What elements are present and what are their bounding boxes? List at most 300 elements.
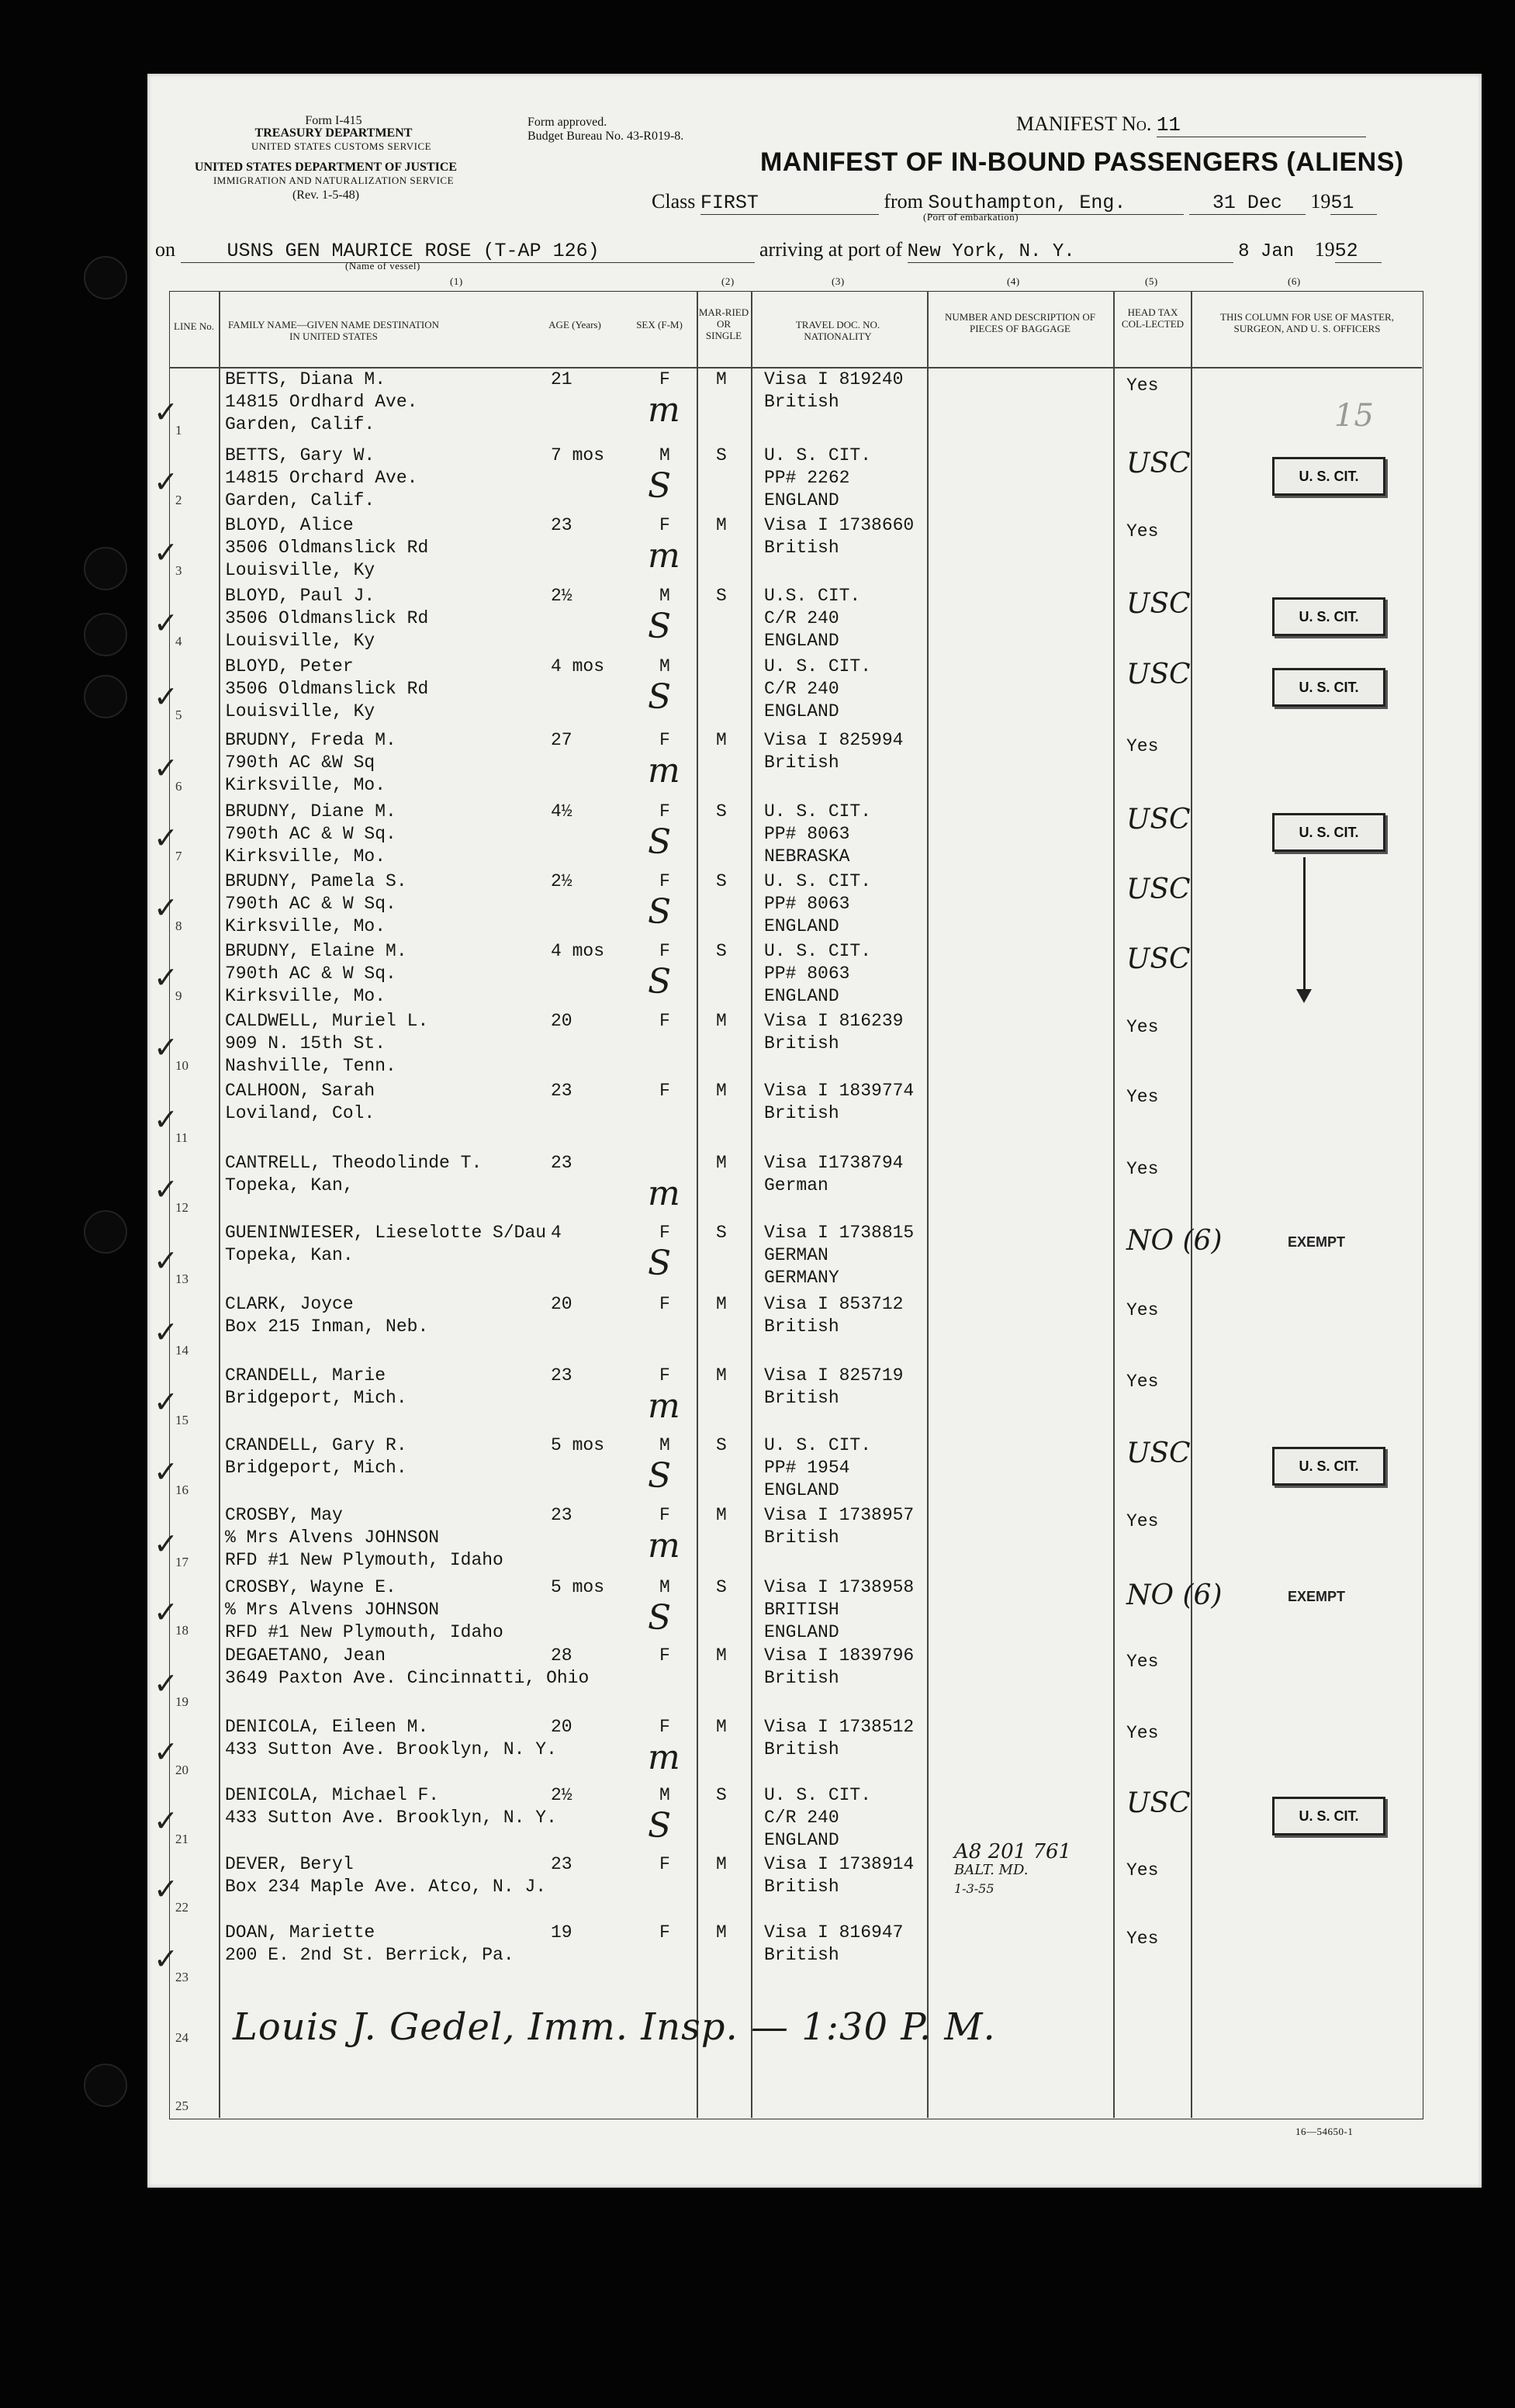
arriving-label: arriving at port of xyxy=(759,238,903,261)
address-line-2: Kirksville, Mo. xyxy=(225,916,386,936)
handwritten-sex-mark: m xyxy=(648,536,680,576)
check-mark: ✓ xyxy=(154,465,178,499)
address-line-1: 433 Sutton Ave. Brooklyn, N. Y. xyxy=(225,1739,557,1759)
manifest-number-value: 11 xyxy=(1157,113,1366,137)
travel-doc: U. S. CIT. xyxy=(764,656,872,676)
table-row xyxy=(147,583,1482,654)
punch-hole xyxy=(84,675,127,718)
table-row xyxy=(147,728,1482,799)
age-value: 20 xyxy=(551,1294,572,1314)
travel-doc: Visa I 816239 xyxy=(764,1011,904,1031)
passenger-name: BETTS, Gary W. xyxy=(225,445,375,465)
line-number: 17 xyxy=(175,1555,189,1569)
passenger-name: GUENINWIESER, Lieselotte S/Dau xyxy=(225,1223,547,1243)
handwritten-sex-mark: S xyxy=(648,1806,672,1846)
table-row xyxy=(147,1292,1482,1363)
marital-status: M xyxy=(716,1505,727,1525)
revision xyxy=(264,189,388,202)
table-row xyxy=(147,1852,1482,1920)
col-number-1: (1) xyxy=(450,275,463,287)
vessel-line xyxy=(155,238,1382,263)
table-row xyxy=(147,1220,1482,1292)
arrival-date: 8 Jan xyxy=(1238,241,1295,262)
passenger-name: BRUDNY, Pamela S. xyxy=(225,871,407,891)
line-number: 12 xyxy=(175,1200,189,1215)
address-line-2: Garden, Calif. xyxy=(225,490,375,510)
table-row xyxy=(147,513,1482,583)
address-line-1: Bridgeport, Mich. xyxy=(225,1388,407,1408)
address-line-1: 790th AC & W Sq. xyxy=(225,824,396,844)
line-number: 3 xyxy=(175,563,182,578)
check-mark: ✓ xyxy=(154,1102,178,1137)
address-line-2: Louisville, Ky xyxy=(225,560,375,580)
handwritten-sex-mark: m xyxy=(648,1386,680,1426)
col-header-headtax: HEAD TAX COL-LECTED xyxy=(1121,306,1185,330)
sex-value: F xyxy=(659,1011,670,1031)
address-line-1: Box 234 Maple Ave. Atco, N. J. xyxy=(225,1877,547,1897)
passenger-name: CRANDELL, Gary R. xyxy=(225,1435,407,1455)
handwritten-sex-mark: m xyxy=(648,1174,680,1213)
col-header-age: AGE (Years) xyxy=(548,319,601,330)
head-tax: Yes xyxy=(1126,736,1159,756)
head-tax: Yes xyxy=(1126,1159,1159,1179)
check-mark: ✓ xyxy=(154,1385,178,1419)
sex-value: F xyxy=(659,1223,670,1243)
sex-value: F xyxy=(659,1854,670,1874)
address-line-1: 3649 Paxton Ave. Cincinnatti, Ohio xyxy=(225,1668,590,1688)
inspector-signature: Louis J. Gedel, Imm. Insp. — 1:30 P. M. xyxy=(233,2005,996,2049)
check-mark: ✓ xyxy=(154,960,178,995)
passenger-name: DEVER, Beryl xyxy=(225,1854,354,1874)
age-value: 5 mos xyxy=(551,1577,605,1597)
table-row xyxy=(147,1714,1482,1783)
nationality: C/R 240 xyxy=(764,608,839,628)
age-value: 23 xyxy=(551,1505,572,1525)
nationality: C/R 240 xyxy=(764,679,839,699)
sex-value: M xyxy=(659,1435,670,1455)
age-value: 23 xyxy=(551,1153,572,1173)
check-mark: ✓ xyxy=(154,1735,178,1769)
age-value: 4 xyxy=(551,1223,562,1243)
travel-doc: U. S. CIT. xyxy=(764,941,872,961)
handwritten-sex-mark: S xyxy=(648,892,672,932)
marital-status: S xyxy=(716,871,727,891)
check-mark: ✓ xyxy=(154,751,178,785)
address-line-1: Box 215 Inman, Neb. xyxy=(225,1316,429,1337)
nationality: British xyxy=(764,538,839,558)
exempt-stamp: EXEMPT xyxy=(1288,1234,1346,1250)
passenger-name: CROSBY, Wayne E. xyxy=(225,1577,396,1597)
table-row xyxy=(147,1503,1482,1575)
age-value: 23 xyxy=(551,515,572,535)
nationality: British xyxy=(764,1945,839,1965)
col-number-3: (3) xyxy=(832,275,845,287)
table-row xyxy=(147,1783,1482,1852)
handwritten-sex-mark: S xyxy=(648,466,672,506)
sex-value: F xyxy=(659,369,670,389)
check-mark: ✓ xyxy=(154,1527,178,1561)
from-year-prefix: 19 xyxy=(1310,190,1331,213)
passenger-name: CALDWELL, Muriel L. xyxy=(225,1011,429,1031)
col-number-4: (4) xyxy=(1007,275,1020,287)
age-value: 19 xyxy=(551,1922,572,1943)
handwritten-tax-note: USC xyxy=(1126,874,1191,905)
check-mark: ✓ xyxy=(154,1666,178,1700)
check-mark: ✓ xyxy=(154,1595,178,1629)
age-value: 23 xyxy=(551,1365,572,1386)
from-date: 31 Dec xyxy=(1189,192,1306,215)
from-value: Southampton, Eng. xyxy=(928,192,1184,215)
head-tax: Yes xyxy=(1126,1300,1159,1320)
col-header-travel: TRAVEL DOC. NO. NATIONALITY xyxy=(795,319,880,342)
passenger-name: DOAN, Mariette xyxy=(225,1922,375,1943)
us-cit-stamp: U. S. CIT. xyxy=(1272,1447,1385,1486)
age-value: 27 xyxy=(551,730,572,750)
handwritten-sex-mark: m xyxy=(648,1526,680,1566)
address-line-1: 3506 Oldmanslick Rd xyxy=(225,679,429,699)
handwritten-sex-mark: S xyxy=(648,1456,672,1496)
marital-status: S xyxy=(716,586,727,606)
passenger-name: DENICOLA, Eileen M. xyxy=(225,1717,429,1737)
head-tax: Yes xyxy=(1126,1723,1159,1743)
nationality: British xyxy=(764,1033,839,1054)
travel-doc-extra: ENGLAND xyxy=(764,631,839,651)
passenger-name: CALHOON, Sarah xyxy=(225,1081,375,1101)
handwritten-sex-mark: S xyxy=(648,1598,672,1638)
ins-service xyxy=(171,175,496,187)
handwritten-sex-mark: S xyxy=(648,962,672,1002)
age-value: 20 xyxy=(551,1011,572,1031)
handwritten-sex-mark: m xyxy=(648,751,680,791)
col-header-married: MAR-RIED OR SINGLE xyxy=(698,306,749,341)
line-number: 10 xyxy=(175,1058,189,1073)
sex-value: F xyxy=(659,730,670,750)
sex-value: M xyxy=(659,656,670,676)
col-number-2: (2) xyxy=(721,275,735,287)
marital-status: M xyxy=(716,1717,727,1737)
age-value: 21 xyxy=(551,369,572,389)
address-line-1: Topeka, Kan, xyxy=(225,1175,354,1195)
address-line-1: Loviland, Col. xyxy=(225,1103,375,1123)
us-cit-stamp: U. S. CIT. xyxy=(1272,813,1385,852)
address-line-1: % Mrs Alvens JOHNSON xyxy=(225,1600,440,1620)
line-number-24: 24 xyxy=(175,2030,189,2045)
travel-doc: Visa I 1738512 xyxy=(764,1717,915,1737)
age-value: 20 xyxy=(551,1717,572,1737)
line-number: 13 xyxy=(175,1271,189,1286)
from-label: from xyxy=(884,190,923,213)
treasury-dept xyxy=(233,126,434,140)
nationality: British xyxy=(764,1877,839,1897)
justice-dept xyxy=(155,161,496,175)
handwritten-tax-note: NO (6) xyxy=(1126,1579,1223,1611)
sex-value: F xyxy=(659,1645,670,1666)
col-header-officers: THIS COLUMN FOR USE OF MASTER, SURGEON, AND U. S. OFFICERS xyxy=(1220,311,1394,334)
address-line-1: % Mrs Alvens JOHNSON xyxy=(225,1527,440,1548)
address-line-2: Nashville, Tenn. xyxy=(225,1056,396,1076)
address-line-1: 14815 Orchard Ave. xyxy=(225,468,418,488)
address-line-2: Kirksville, Mo. xyxy=(225,775,386,795)
age-value: 7 mos xyxy=(551,445,605,465)
from-caption: (Port of embarkation) xyxy=(923,211,1019,223)
address-line-1: 790th AC & W Sq. xyxy=(225,964,396,984)
check-mark: ✓ xyxy=(154,891,178,925)
head-tax: Yes xyxy=(1126,1860,1159,1880)
travel-doc: U.S. CIT. xyxy=(764,586,861,606)
head-tax: Yes xyxy=(1126,1372,1159,1392)
address-line-2: Garden, Calif. xyxy=(225,414,375,434)
us-cit-stamp: U. S. CIT. xyxy=(1272,457,1385,496)
handwritten-tax-note: NO (6) xyxy=(1126,1225,1223,1257)
travel-doc: Visa I 1738660 xyxy=(764,515,915,535)
sex-value: F xyxy=(659,1717,670,1737)
us-cit-stamp: U. S. CIT. xyxy=(1272,597,1385,636)
head-tax: Yes xyxy=(1126,1929,1159,1949)
travel-doc-extra: ENGLAND xyxy=(764,701,839,721)
age-value: 23 xyxy=(551,1081,572,1101)
baggage-note xyxy=(954,1842,1071,1898)
handwritten-sex-mark: S xyxy=(648,822,672,862)
sex-value: F xyxy=(659,1081,670,1101)
nationality: British xyxy=(764,1527,839,1548)
check-mark: ✓ xyxy=(154,606,178,640)
line-number: 19 xyxy=(175,1694,189,1709)
punch-hole xyxy=(84,547,127,590)
travel-doc-extra: ENGLAND xyxy=(764,1830,839,1850)
passenger-name: CLARK, Joyce xyxy=(225,1294,354,1314)
manifest-number-label: MANIFEST No. xyxy=(1016,112,1152,135)
handwritten-sex-mark: m xyxy=(648,390,680,430)
line-number: 18 xyxy=(175,1623,189,1638)
nationality: British xyxy=(764,1388,839,1408)
table-row xyxy=(147,1150,1482,1220)
baggage-note-line1: A8 201 761 xyxy=(954,1840,1072,1863)
class-value: FIRST xyxy=(700,192,879,215)
arrival-year: 52 xyxy=(1335,240,1382,263)
table-row xyxy=(147,1643,1482,1714)
nationality: PP# 8063 xyxy=(764,894,850,914)
check-mark: ✓ xyxy=(154,680,178,714)
table-row xyxy=(147,654,1482,728)
travel-doc: U. S. CIT. xyxy=(764,445,872,465)
travel-doc-extra: ENGLAND xyxy=(764,490,839,510)
revision-text: (Rev. 1-5-48) xyxy=(292,189,360,202)
punch-hole xyxy=(84,1210,127,1254)
col-number-6: (6) xyxy=(1288,275,1301,287)
marital-status: M xyxy=(716,1645,727,1666)
col-header-line: LINE No. xyxy=(174,320,214,332)
sex-value: M xyxy=(659,586,670,606)
col-number-5: (5) xyxy=(1145,275,1158,287)
check-mark: ✓ xyxy=(154,1315,178,1349)
table-row xyxy=(147,367,1482,443)
passenger-name: CROSBY, May xyxy=(225,1505,343,1525)
arrival-port: New York, N. Y. xyxy=(908,241,1233,263)
line-number: 23 xyxy=(175,1970,189,1984)
head-tax: Yes xyxy=(1126,1017,1159,1037)
travel-doc-extra: NEBRASKA xyxy=(764,846,850,867)
treasury-dept-text: TREASURY DEPARTMENT xyxy=(254,126,413,140)
line-number: 15 xyxy=(175,1413,189,1427)
nationality: British xyxy=(764,1668,839,1688)
justice-dept-text: UNITED STATES DEPARTMENT OF JUSTICE xyxy=(194,161,458,174)
footer-code: 16—54650-1 xyxy=(1295,2126,1354,2137)
marital-status: M xyxy=(716,1365,727,1386)
address-line-2: Kirksville, Mo. xyxy=(225,986,386,1006)
from-year: 51 xyxy=(1330,192,1377,215)
head-tax: Yes xyxy=(1126,521,1159,541)
address-line-1: Topeka, Kan. xyxy=(225,1245,354,1265)
table-row xyxy=(147,443,1482,513)
marital-status: M xyxy=(716,369,727,389)
handwritten-tax-note: USC xyxy=(1126,943,1191,975)
us-cit-stamp: U. S. CIT. xyxy=(1272,668,1385,707)
form-number-text: Form I-415 xyxy=(305,114,362,127)
arrival-year-prefix: 19 xyxy=(1314,238,1335,261)
age-value: 2½ xyxy=(551,586,572,606)
passenger-name: BLOYD, Peter xyxy=(225,656,354,676)
sex-value: F xyxy=(659,871,670,891)
sex-value: F xyxy=(659,1294,670,1314)
travel-doc: Visa I1738794 xyxy=(764,1153,904,1173)
passenger-name: DENICOLA, Michael F. xyxy=(225,1785,440,1805)
us-cit-stamp: U. S. CIT. xyxy=(1272,1797,1385,1835)
table-row xyxy=(147,869,1482,939)
handwritten-tax-note: USC xyxy=(1126,448,1191,479)
marital-status: S xyxy=(716,1223,727,1243)
travel-doc: Visa I 853712 xyxy=(764,1294,904,1314)
col-header-sex: SEX (F-M) xyxy=(636,319,683,330)
address-line-1: 433 Sutton Ave. Brooklyn, N. Y. xyxy=(225,1808,557,1828)
form-approved xyxy=(527,116,607,130)
nationality: British xyxy=(764,1739,839,1759)
check-mark: ✓ xyxy=(154,1244,178,1278)
line-number: 1 xyxy=(175,423,182,438)
nationality: PP# 2262 xyxy=(764,468,850,488)
sex-value: M xyxy=(659,1785,670,1805)
line-number: 9 xyxy=(175,988,182,1003)
passenger-name: DEGAETANO, Jean xyxy=(225,1645,386,1666)
sex-value: F xyxy=(659,941,670,961)
sex-value: F xyxy=(659,801,670,822)
table-row xyxy=(147,799,1482,869)
travel-doc: U. S. CIT. xyxy=(764,1435,872,1455)
line-number: 4 xyxy=(175,634,182,649)
check-mark: ✓ xyxy=(154,1804,178,1838)
page-title: MANIFEST OF IN-BOUND PASSENGERS (ALIENS) xyxy=(760,147,1404,177)
marital-status: M xyxy=(716,1294,727,1314)
address-line-2: Louisville, Ky xyxy=(225,631,375,651)
table-row xyxy=(147,1363,1482,1433)
table-row xyxy=(147,1575,1482,1643)
age-value: 5 mos xyxy=(551,1435,605,1455)
marital-status: S xyxy=(716,941,727,961)
line-number: 5 xyxy=(175,708,182,722)
form-approved-text: Form approved. xyxy=(527,116,607,129)
head-tax: Yes xyxy=(1126,375,1159,396)
travel-doc-extra: ENGLAND xyxy=(764,916,839,936)
marital-status: S xyxy=(716,1435,727,1455)
marital-status: S xyxy=(716,1785,727,1805)
budget-bureau xyxy=(527,130,683,144)
col-header-name: FAMILY NAME—GIVEN NAME DESTINATION IN UNITED STATES xyxy=(227,319,440,342)
manifest-page xyxy=(147,74,1482,2188)
budget-bureau-text: Budget Bureau No. 43-R019-8. xyxy=(527,130,684,143)
baggage-note-line2: BALT. MD. xyxy=(954,1862,1029,1878)
col-header-baggage: NUMBER AND DESCRIPTION OF PIECES OF BAGGAGE xyxy=(945,311,1095,334)
passenger-name: BETTS, Diana M. xyxy=(225,369,386,389)
head-tax: Yes xyxy=(1126,1511,1159,1531)
address-line-1: 3506 Oldmanslick Rd xyxy=(225,608,429,628)
customs-service-text: UNITED STATES CUSTOMS SERVICE xyxy=(251,140,432,152)
travel-doc-extra: GERMANY xyxy=(764,1268,839,1288)
sex-value: F xyxy=(659,515,670,535)
passenger-name: BLOYD, Alice xyxy=(225,515,354,535)
passenger-name: BLOYD, Paul J. xyxy=(225,586,375,606)
travel-doc: U. S. CIT. xyxy=(764,1785,872,1805)
passenger-name: CRANDELL, Marie xyxy=(225,1365,386,1386)
nationality: British xyxy=(764,1316,839,1337)
check-mark: ✓ xyxy=(154,1030,178,1064)
head-tax: Yes xyxy=(1126,1652,1159,1672)
travel-doc-extra: ENGLAND xyxy=(764,986,839,1006)
sex-value: F xyxy=(659,1365,670,1386)
check-mark: ✓ xyxy=(154,1942,178,1976)
handwritten-tax-note: USC xyxy=(1126,659,1191,690)
line-number: 2 xyxy=(175,493,182,507)
marital-status: M xyxy=(716,1922,727,1943)
vessel-name: USNS GEN MAURICE ROSE (T-AP 126) xyxy=(181,240,755,263)
marital-status: S xyxy=(716,445,727,465)
travel-doc: Visa I 1738957 xyxy=(764,1505,915,1525)
address-line-2: RFD #1 New Plymouth, Idaho xyxy=(225,1550,503,1570)
table-row xyxy=(147,939,1482,1009)
nationality: PP# 8063 xyxy=(764,824,850,844)
address-line-1: Bridgeport, Mich. xyxy=(225,1458,407,1478)
travel-doc: U. S. CIT. xyxy=(764,801,872,822)
check-mark: ✓ xyxy=(154,395,178,429)
travel-doc-extra: ENGLAND xyxy=(764,1622,839,1642)
table-row xyxy=(147,1433,1482,1503)
on-label: on xyxy=(155,238,175,261)
line-number: 8 xyxy=(175,919,182,933)
nationality: GERMAN xyxy=(764,1245,828,1265)
address-line-1: 790th AC &W Sq xyxy=(225,752,375,773)
line-number: 16 xyxy=(175,1483,189,1497)
age-value: 28 xyxy=(551,1645,572,1666)
address-line-1: 3506 Oldmanslick Rd xyxy=(225,538,429,558)
address-line-2: Louisville, Ky xyxy=(225,701,375,721)
check-mark: ✓ xyxy=(154,535,178,569)
passenger-name: BRUDNY, Freda M. xyxy=(225,730,396,750)
passenger-name: BRUDNY, Elaine M. xyxy=(225,941,407,961)
travel-doc: Visa I 819240 xyxy=(764,369,904,389)
punch-hole xyxy=(84,613,127,656)
line-number: 6 xyxy=(175,779,182,794)
table-row xyxy=(147,1009,1482,1078)
travel-doc-extra: ENGLAND xyxy=(764,1480,839,1500)
age-value: 2½ xyxy=(551,1785,572,1805)
handwritten-sex-mark: S xyxy=(648,1244,672,1283)
marital-status: M xyxy=(716,1081,727,1101)
nationality: C/R 240 xyxy=(764,1808,839,1828)
check-mark: ✓ xyxy=(154,1172,178,1206)
line-number: 7 xyxy=(175,849,182,863)
line-number: 14 xyxy=(175,1343,189,1358)
age-value: 2½ xyxy=(551,871,572,891)
arrow-head xyxy=(1296,989,1312,1003)
marital-status: M xyxy=(716,730,727,750)
